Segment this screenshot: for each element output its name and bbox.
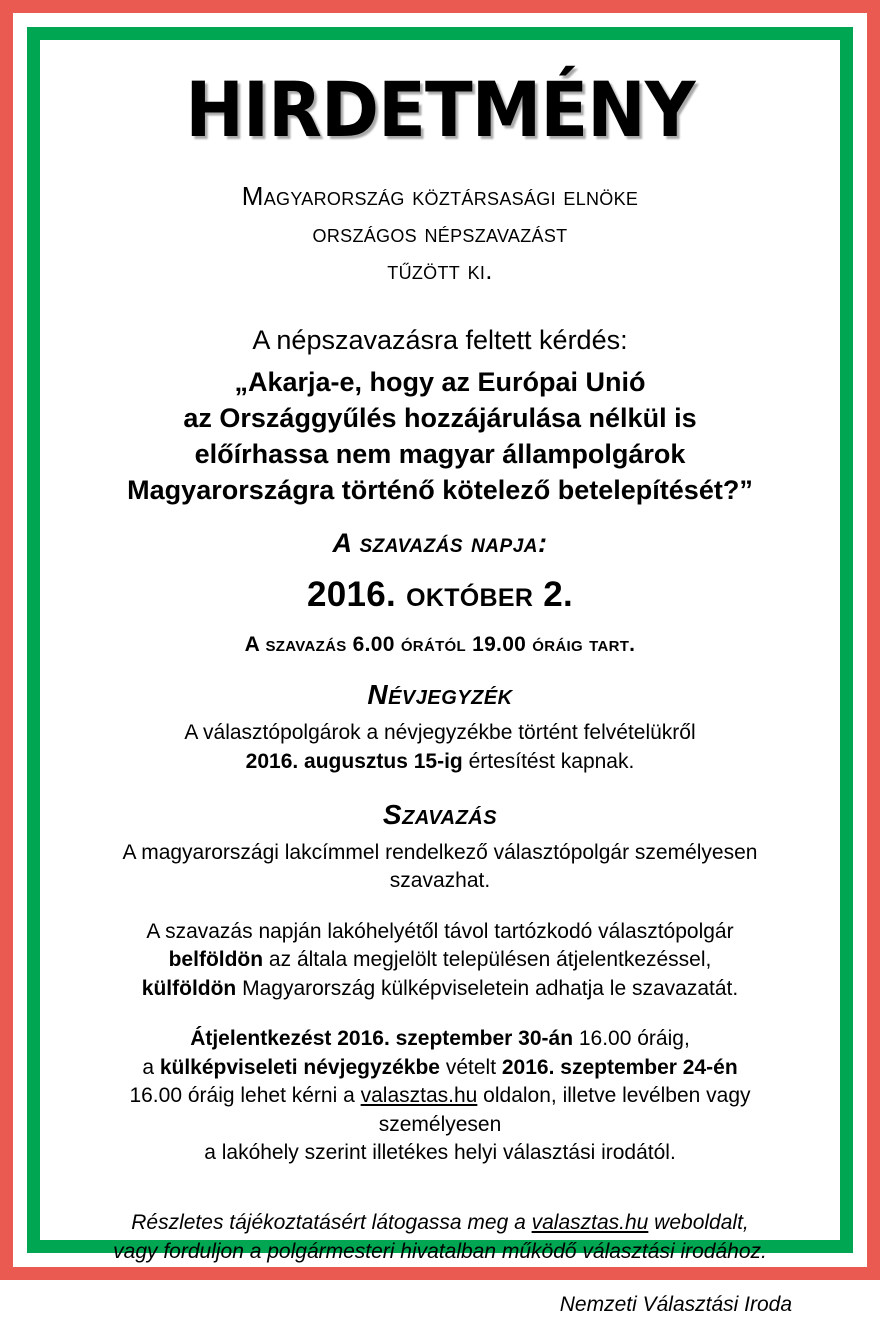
valasztas-hu-link-body[interactable]: valasztas.hu	[360, 1084, 478, 1108]
page-title: HIRDETMÉNY	[185, 65, 695, 154]
register-line-2-rest: értesítést kapnak.	[462, 749, 635, 773]
request-line-prefix: 16.00 óráig lehet kérni a	[129, 1084, 361, 1108]
voting-p2-abroad-label: külföldön	[141, 976, 237, 1000]
question-intro: A népszavazásra feltett kérdés:	[252, 324, 628, 355]
voting-hours: A szavazás 6.00 órától 19.00 óráig tart.	[244, 633, 636, 657]
subtitle-block	[78, 178, 802, 289]
question-line-1: „Akarja-e, hogy az Európai Unió	[234, 366, 646, 397]
voting-p2-line-2-rest: az általa megjelölt településen átjelentkezéssel,	[263, 948, 712, 972]
section-heading-register: Névjegyzék	[367, 679, 513, 711]
voting-paragraph-3	[78, 1025, 802, 1168]
register-line-1: A választópolgárok a névjegyzékbe történt felvételükről	[184, 721, 696, 745]
voting-p2-line-1: A szavazás napján lakóhelyétől távol tartózkodó választópolgár	[146, 919, 734, 943]
voting-day-date: 2016. október 2.	[306, 575, 574, 615]
poster-content	[40, 40, 840, 1316]
question-line-3: előírhassa nem magyar állampolgárok	[194, 438, 686, 469]
footer-note-line-2: vagy forduljon a polgármesteri hivatalban működő választási irodához.	[113, 1240, 767, 1264]
subtitle-line-2: országos népszavazást	[312, 217, 568, 248]
register-deadline: 2016. augusztus 15-ig	[245, 749, 463, 773]
referendum-question	[78, 365, 802, 509]
valasztas-hu-link-footer[interactable]: valasztas.hu	[531, 1211, 649, 1234]
question-line-2: az Országgyűlés hozzájárulása nélkül is	[183, 402, 697, 433]
transfer-deadline: Átjelentkezést 2016. szeptember 30-án	[190, 1027, 574, 1051]
issuing-authority-signature: Nemzeti Választási Iroda	[559, 1292, 792, 1316]
foreign-register-mid: vételt	[440, 1055, 502, 1079]
transfer-deadline-rest: 16.00 óráig,	[573, 1027, 690, 1051]
voting-paragraph-2	[78, 918, 802, 1004]
voting-paragraph-1: A magyarországi lakcímmel rendelkező választópolgár személyesen szavazhat.	[122, 840, 758, 893]
footer-note-suffix: weboldalt,	[648, 1211, 749, 1234]
footer-note-prefix: Részletes tájékoztatásért látogassa meg a	[131, 1211, 532, 1234]
request-line-4: a lakóhely szerint illetékes helyi választási irodától.	[204, 1141, 676, 1165]
request-line-suffix: oldalon, illetve levélben vagy személyesen	[378, 1084, 751, 1136]
foreign-register-deadline: 2016. szeptember 24-én	[501, 1055, 738, 1079]
foreign-register-prefix: a	[142, 1055, 160, 1079]
register-paragraph	[78, 719, 802, 776]
voting-p2-domestic-label: belföldön	[168, 948, 264, 972]
voting-p2-line-3-rest: Magyarország külképviseletein adhatja le szavazatát.	[236, 976, 739, 1000]
voting-day-label: A szavazás napja:	[332, 528, 548, 559]
subtitle-line-3: tűzött ki.	[387, 254, 493, 285]
section-heading-voting: Szavazás	[382, 798, 498, 830]
footer-note	[78, 1208, 802, 1267]
subtitle-line-1: Magyarország köztársasági elnöke	[241, 181, 639, 211]
foreign-register-label: külképviseleti névjegyzékbe	[159, 1055, 440, 1079]
question-line-4: Magyarországra történő kötelező betelepítését?”	[127, 474, 753, 505]
